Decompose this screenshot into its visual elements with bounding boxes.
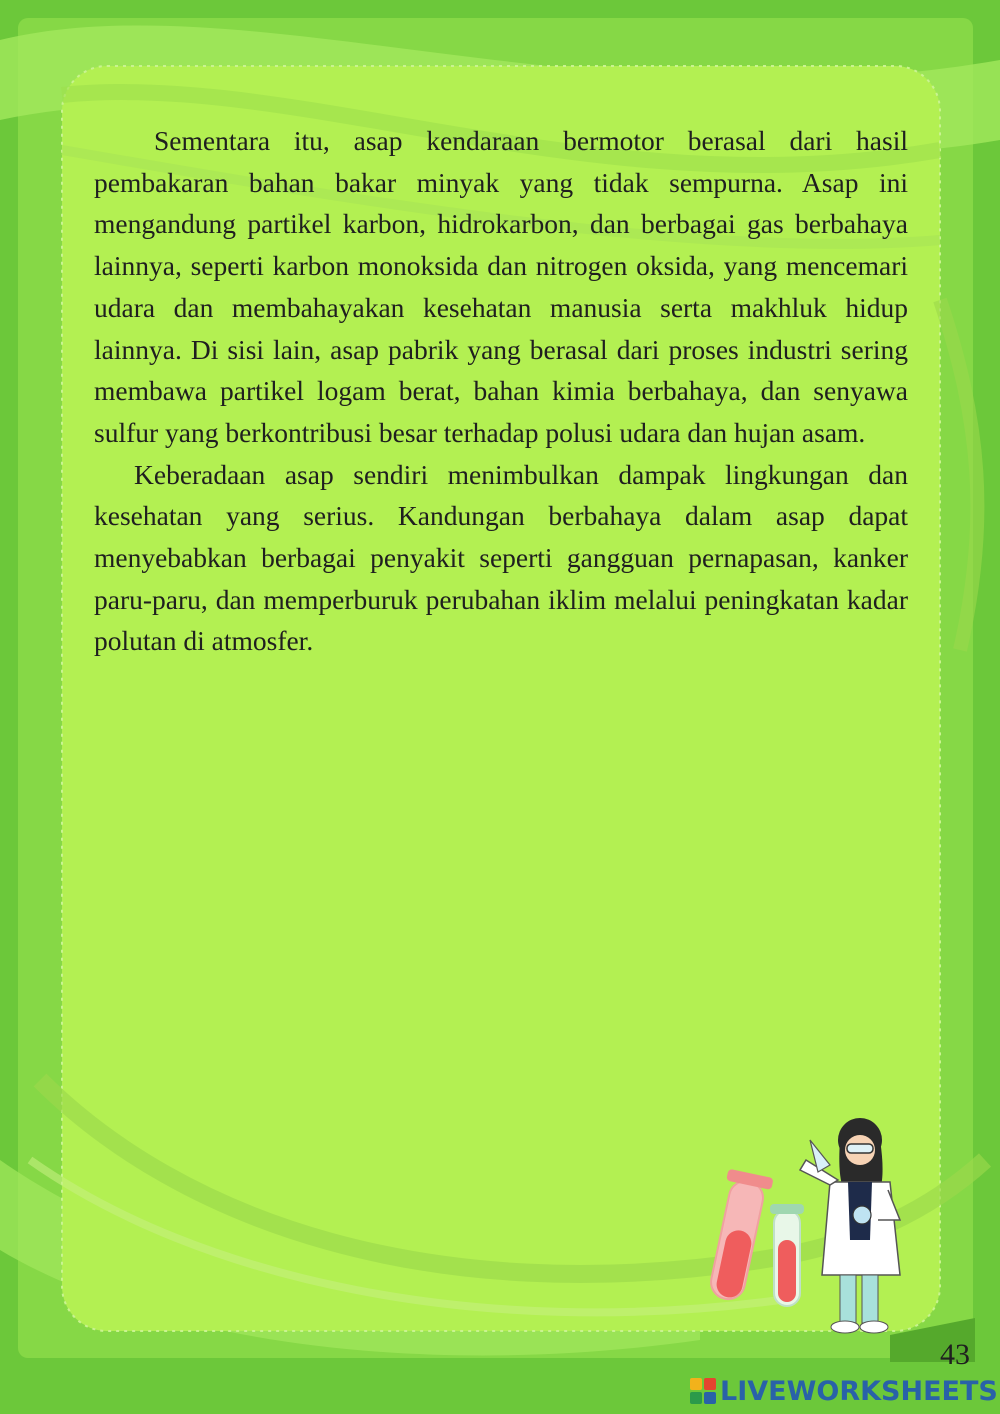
scientist-illustration (700, 1110, 910, 1340)
test-tube-icon (708, 1169, 804, 1306)
body-text (94, 120, 908, 662)
paragraph-2: Keberadaan asap sendiri menimbulkan dampak lingkungan dan kesehatan yang serius. Kandungan berbahaya dalam asap dapat menyebabkan berbagai penyakit seperti gangguan pernapasan, kanker paru-paru, dan memperburuk perubahan iklim melalui peningkatan kadar polutan di atmosfer. (94, 458, 908, 657)
page-number: 43 (940, 1338, 970, 1371)
liveworksheets-brand[interactable] (690, 1374, 998, 1408)
paragraph-1: Sementara itu, asap kendaraan bermotor berasal dari hasil pembakaran bahan bakar minyak yang tidak sempurna. Asap ini mengandung partikel karbon, hidrokarbon, dan berbagai gas berbahaya lainnya, seperti karbon monoksida dan nitrogen oksida, yang mencemari udara dan membahayakan kesehatan manusia serta makhluk hidup lainnya. Di sisi lain, asap pabrik yang berasal dari proses industri sering membawa partikel logam berat, bahan kimia berbahaya, dan senyawa sulfur yang berkontribusi besar terhadap polusi udara dan hujan asam. (94, 125, 908, 448)
brand-name: LIVEWORKSHEETS (720, 1375, 998, 1407)
liveworksheets-logo-icon (690, 1378, 716, 1404)
